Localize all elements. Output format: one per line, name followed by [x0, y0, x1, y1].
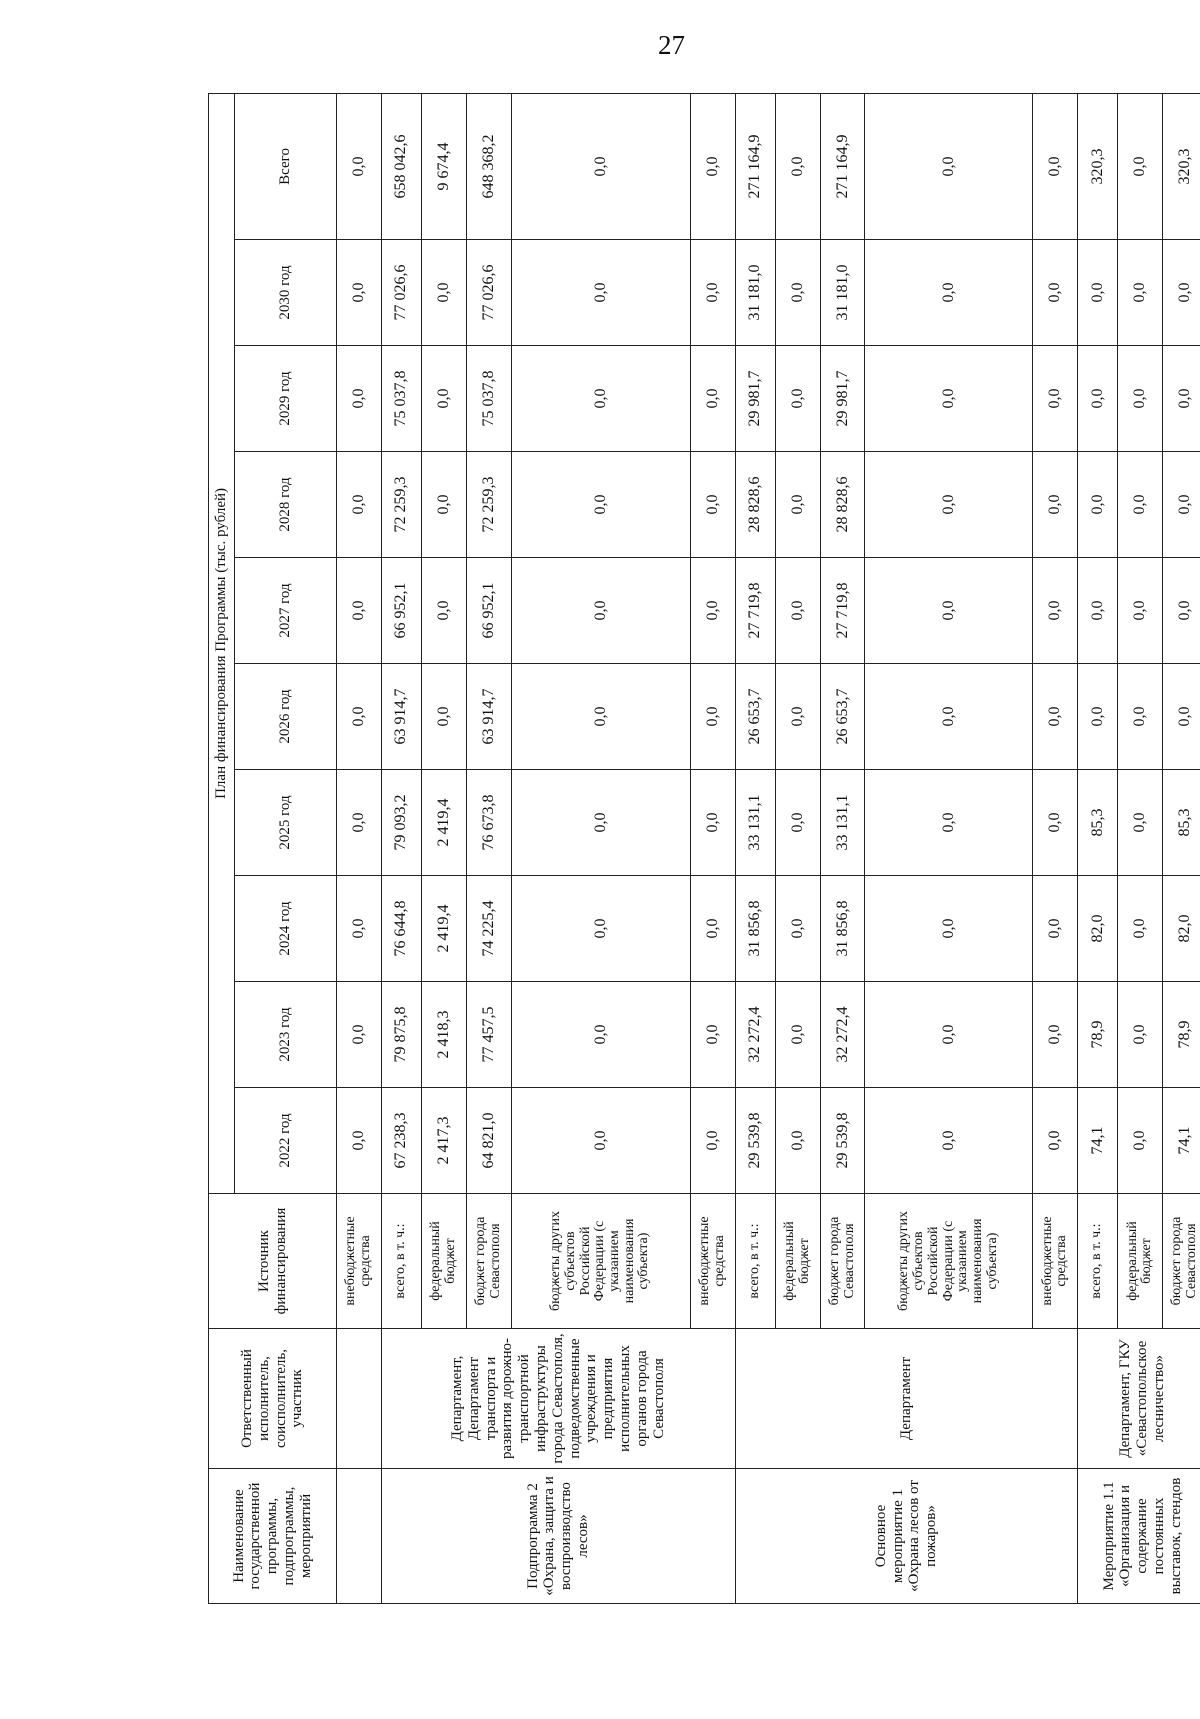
value-cell: 0,0 [1118, 346, 1163, 452]
value-cell: 31 856,8 [820, 876, 865, 982]
page-number: 27 [658, 30, 685, 60]
funding-source: внебюджетные средства [337, 1194, 382, 1329]
header-year: 2026 год [235, 664, 337, 770]
value-cell: 2 419,4 [422, 876, 467, 982]
value-cell: 78,9 [1163, 982, 1200, 1088]
value-cell: 0,0 [775, 770, 820, 876]
value-cell: 0,0 [775, 1088, 820, 1194]
value-cell: 2 419,4 [422, 770, 467, 876]
value-cell: 78,9 [1078, 982, 1118, 1088]
value-cell: 74,1 [1078, 1088, 1118, 1194]
value-cell: 0,0 [1118, 876, 1163, 982]
value-cell: 0,0 [865, 558, 1033, 664]
value-cell: 0,0 [422, 346, 467, 452]
value-cell: 82,0 [1163, 876, 1200, 982]
value-cell: 0,0 [511, 452, 690, 558]
value-cell: 0,0 [337, 452, 382, 558]
value-cell: 64 821,0 [466, 1088, 511, 1194]
value-cell: 0,0 [511, 664, 690, 770]
value-cell: 85,3 [1163, 770, 1200, 876]
header-name: Наименование государственной программы, подпрограммы, мероприятий [209, 1469, 337, 1604]
value-cell: 0,0 [1118, 558, 1163, 664]
value-cell: 74,1 [1163, 1088, 1200, 1194]
value-cell: 75 037,8 [381, 346, 421, 452]
value-cell: 0,0 [690, 452, 735, 558]
value-cell: 29 539,8 [735, 1088, 775, 1194]
funding-source: всего, в т. ч.: [381, 1194, 421, 1329]
value-cell: 0,0 [1033, 93, 1078, 239]
value-cell: 0,0 [1033, 240, 1078, 346]
table-row [381, 93, 421, 1603]
value-cell: 0,0 [1163, 346, 1200, 452]
value-cell: 0,0 [865, 93, 1033, 239]
value-cell: 0,0 [1033, 452, 1078, 558]
value-cell: 0,0 [690, 770, 735, 876]
header-year: 2025 год [235, 770, 337, 876]
value-cell: 0,0 [775, 664, 820, 770]
value-cell: 0,0 [422, 240, 467, 346]
funding-source: всего, в т. ч.: [1078, 1194, 1118, 1329]
value-cell: 27 719,8 [820, 558, 865, 664]
value-cell: 0,0 [337, 770, 382, 876]
responsible [337, 1329, 382, 1469]
value-cell: 0,0 [1078, 346, 1118, 452]
header-responsible: Ответственный исполнитель, соисполнитель, участник [209, 1329, 337, 1469]
value-cell: 0,0 [1163, 664, 1200, 770]
header-year: 2029 год [235, 346, 337, 452]
value-cell: 0,0 [337, 1088, 382, 1194]
value-cell: 0,0 [865, 240, 1033, 346]
value-cell: 0,0 [337, 346, 382, 452]
value-cell: 658 042,6 [381, 93, 421, 239]
header-year: 2023 год [235, 982, 337, 1088]
value-cell: 28 828,6 [735, 452, 775, 558]
value-cell: 0,0 [775, 558, 820, 664]
value-cell: 0,0 [690, 240, 735, 346]
value-cell: 0,0 [775, 452, 820, 558]
value-cell: 0,0 [690, 1088, 735, 1194]
value-cell: 0,0 [865, 452, 1033, 558]
value-cell: 271 164,9 [735, 93, 775, 239]
value-cell: 0,0 [337, 664, 382, 770]
value-cell: 0,0 [1163, 240, 1200, 346]
value-cell: 0,0 [511, 876, 690, 982]
value-cell: 67 238,3 [381, 1088, 421, 1194]
value-cell: 0,0 [775, 346, 820, 452]
value-cell: 2 417,3 [422, 1088, 467, 1194]
value-cell: 0,0 [422, 664, 467, 770]
value-cell: 75 037,8 [466, 346, 511, 452]
financing-table [208, 93, 1200, 1604]
value-cell: 32 272,4 [735, 982, 775, 1088]
responsible: Департамент, ГКУ «Севастопольское лесничество» [1078, 1329, 1200, 1469]
value-cell: 320,3 [1078, 93, 1118, 239]
funding-source: бюджеты других субъектов Российской Федерации (с указанием наименования субъекта) [511, 1194, 690, 1329]
value-cell: 0,0 [1118, 240, 1163, 346]
value-cell: 0,0 [422, 558, 467, 664]
value-cell: 0,0 [1033, 1088, 1078, 1194]
value-cell: 0,0 [865, 770, 1033, 876]
value-cell: 0,0 [775, 93, 820, 239]
responsible: Департамент [735, 1329, 1078, 1469]
value-cell: 72 259,3 [466, 452, 511, 558]
value-cell: 0,0 [1118, 770, 1163, 876]
header-source: Источник финансирования [209, 1194, 337, 1329]
value-cell: 0,0 [1033, 876, 1078, 982]
table-row [337, 93, 382, 1603]
value-cell: 29 539,8 [820, 1088, 865, 1194]
value-cell: 31 856,8 [735, 876, 775, 982]
value-cell: 0,0 [1033, 558, 1078, 664]
value-cell: 0,0 [337, 240, 382, 346]
funding-source: федеральный бюджет [1118, 1194, 1163, 1329]
value-cell: 0,0 [511, 1088, 690, 1194]
header-plan: План финансирования Программы (тыс. рублей) [209, 93, 235, 1193]
value-cell: 77 457,5 [466, 982, 511, 1088]
value-cell: 0,0 [1118, 982, 1163, 1088]
value-cell: 9 674,4 [422, 93, 467, 239]
value-cell: 28 828,6 [820, 452, 865, 558]
value-cell: 0,0 [1118, 1088, 1163, 1194]
value-cell: 0,0 [337, 876, 382, 982]
responsible: Департамент, Департамент транспорта и развития дорожно-транспортной инфраструктуры города Севастополя, подведомственные учреждения и предприятия исполнительных органов города Севастополя [381, 1329, 735, 1469]
value-cell: 271 164,9 [820, 93, 865, 239]
header-year: 2030 год [235, 240, 337, 346]
program-name [337, 1469, 382, 1604]
value-cell: 0,0 [511, 982, 690, 1088]
value-cell: 72 259,3 [381, 452, 421, 558]
header-total: Всего [235, 93, 337, 239]
value-cell: 82,0 [1078, 876, 1118, 982]
value-cell: 0,0 [511, 346, 690, 452]
value-cell: 0,0 [511, 93, 690, 239]
value-cell: 0,0 [865, 876, 1033, 982]
value-cell: 63 914,7 [381, 664, 421, 770]
value-cell: 648 368,2 [466, 93, 511, 239]
value-cell: 0,0 [1118, 664, 1163, 770]
value-cell: 0,0 [1033, 770, 1078, 876]
value-cell: 66 952,1 [381, 558, 421, 664]
value-cell: 0,0 [865, 1088, 1033, 1194]
value-cell: 33 131,1 [735, 770, 775, 876]
value-cell: 32 272,4 [820, 982, 865, 1088]
value-cell: 31 181,0 [735, 240, 775, 346]
value-cell: 74 225,4 [466, 876, 511, 982]
value-cell: 0,0 [1118, 93, 1163, 239]
header-year: 2028 год [235, 452, 337, 558]
program-name: Мероприятие 1.1 «Организация и содержание постоянных выставок, стендов [1078, 1469, 1200, 1604]
value-cell: 77 026,6 [381, 240, 421, 346]
funding-source: федеральный бюджет [422, 1194, 467, 1329]
value-cell: 0,0 [690, 346, 735, 452]
value-cell: 0,0 [775, 982, 820, 1088]
value-cell: 0,0 [337, 558, 382, 664]
value-cell: 0,0 [690, 93, 735, 239]
value-cell: 66 952,1 [466, 558, 511, 664]
value-cell: 0,0 [775, 876, 820, 982]
funding-source: бюджет города Севастополя [1163, 1194, 1200, 1329]
funding-source: всего, в т. ч.: [735, 1194, 775, 1329]
value-cell: 85,3 [1078, 770, 1118, 876]
value-cell: 79 093,2 [381, 770, 421, 876]
value-cell: 0,0 [690, 982, 735, 1088]
header-year: 2024 год [235, 876, 337, 982]
value-cell: 2 418,3 [422, 982, 467, 1088]
value-cell: 0,0 [690, 664, 735, 770]
value-cell: 79 875,8 [381, 982, 421, 1088]
value-cell: 0,0 [337, 982, 382, 1088]
header-year: 2027 год [235, 558, 337, 664]
value-cell: 0,0 [511, 770, 690, 876]
value-cell: 31 181,0 [820, 240, 865, 346]
value-cell: 0,0 [337, 93, 382, 239]
value-cell: 0,0 [1078, 452, 1118, 558]
funding-source: внебюджетные средства [1033, 1194, 1078, 1329]
funding-source: внебюджетные средства [690, 1194, 735, 1329]
value-cell: 0,0 [1078, 558, 1118, 664]
value-cell: 0,0 [1163, 452, 1200, 558]
value-cell: 320,3 [1163, 93, 1200, 239]
value-cell: 29 981,7 [735, 346, 775, 452]
value-cell: 26 653,7 [820, 664, 865, 770]
value-cell: 0,0 [690, 558, 735, 664]
value-cell: 0,0 [865, 346, 1033, 452]
header-year: 2022 год [235, 1088, 337, 1194]
value-cell: 0,0 [1033, 346, 1078, 452]
value-cell: 0,0 [775, 240, 820, 346]
value-cell: 0,0 [865, 664, 1033, 770]
value-cell: 0,0 [1033, 664, 1078, 770]
value-cell: 0,0 [1078, 664, 1118, 770]
value-cell: 27 719,8 [735, 558, 775, 664]
table-row [1078, 93, 1118, 1603]
value-cell: 63 914,7 [466, 664, 511, 770]
funding-source: бюджеты других субъектов Российской Федерации (с указанием наименования субъекта) [865, 1194, 1033, 1329]
rotated-table-container [208, 94, 1200, 1604]
value-cell: 29 981,7 [820, 346, 865, 452]
value-cell: 33 131,1 [820, 770, 865, 876]
value-cell: 0,0 [511, 558, 690, 664]
funding-source: бюджет города Севастополя [820, 1194, 865, 1329]
funding-source: бюджет города Севастополя [466, 1194, 511, 1329]
value-cell: 0,0 [422, 452, 467, 558]
value-cell: 0,0 [511, 240, 690, 346]
value-cell: 0,0 [1033, 982, 1078, 1088]
table-row [735, 93, 775, 1603]
value-cell: 0,0 [1118, 452, 1163, 558]
value-cell: 26 653,7 [735, 664, 775, 770]
value-cell: 76 644,8 [381, 876, 421, 982]
value-cell: 77 026,6 [466, 240, 511, 346]
program-name: Основное мероприятие 1 «Охрана лесов от пожаров» [735, 1469, 1078, 1604]
value-cell: 0,0 [690, 876, 735, 982]
value-cell: 0,0 [1078, 240, 1118, 346]
value-cell: 76 673,8 [466, 770, 511, 876]
program-name: Подпрограмма 2 «Охрана, защита и воспроизводство лесов» [381, 1469, 735, 1604]
funding-source: федеральный бюджет [775, 1194, 820, 1329]
value-cell: 0,0 [1163, 558, 1200, 664]
value-cell: 0,0 [865, 982, 1033, 1088]
